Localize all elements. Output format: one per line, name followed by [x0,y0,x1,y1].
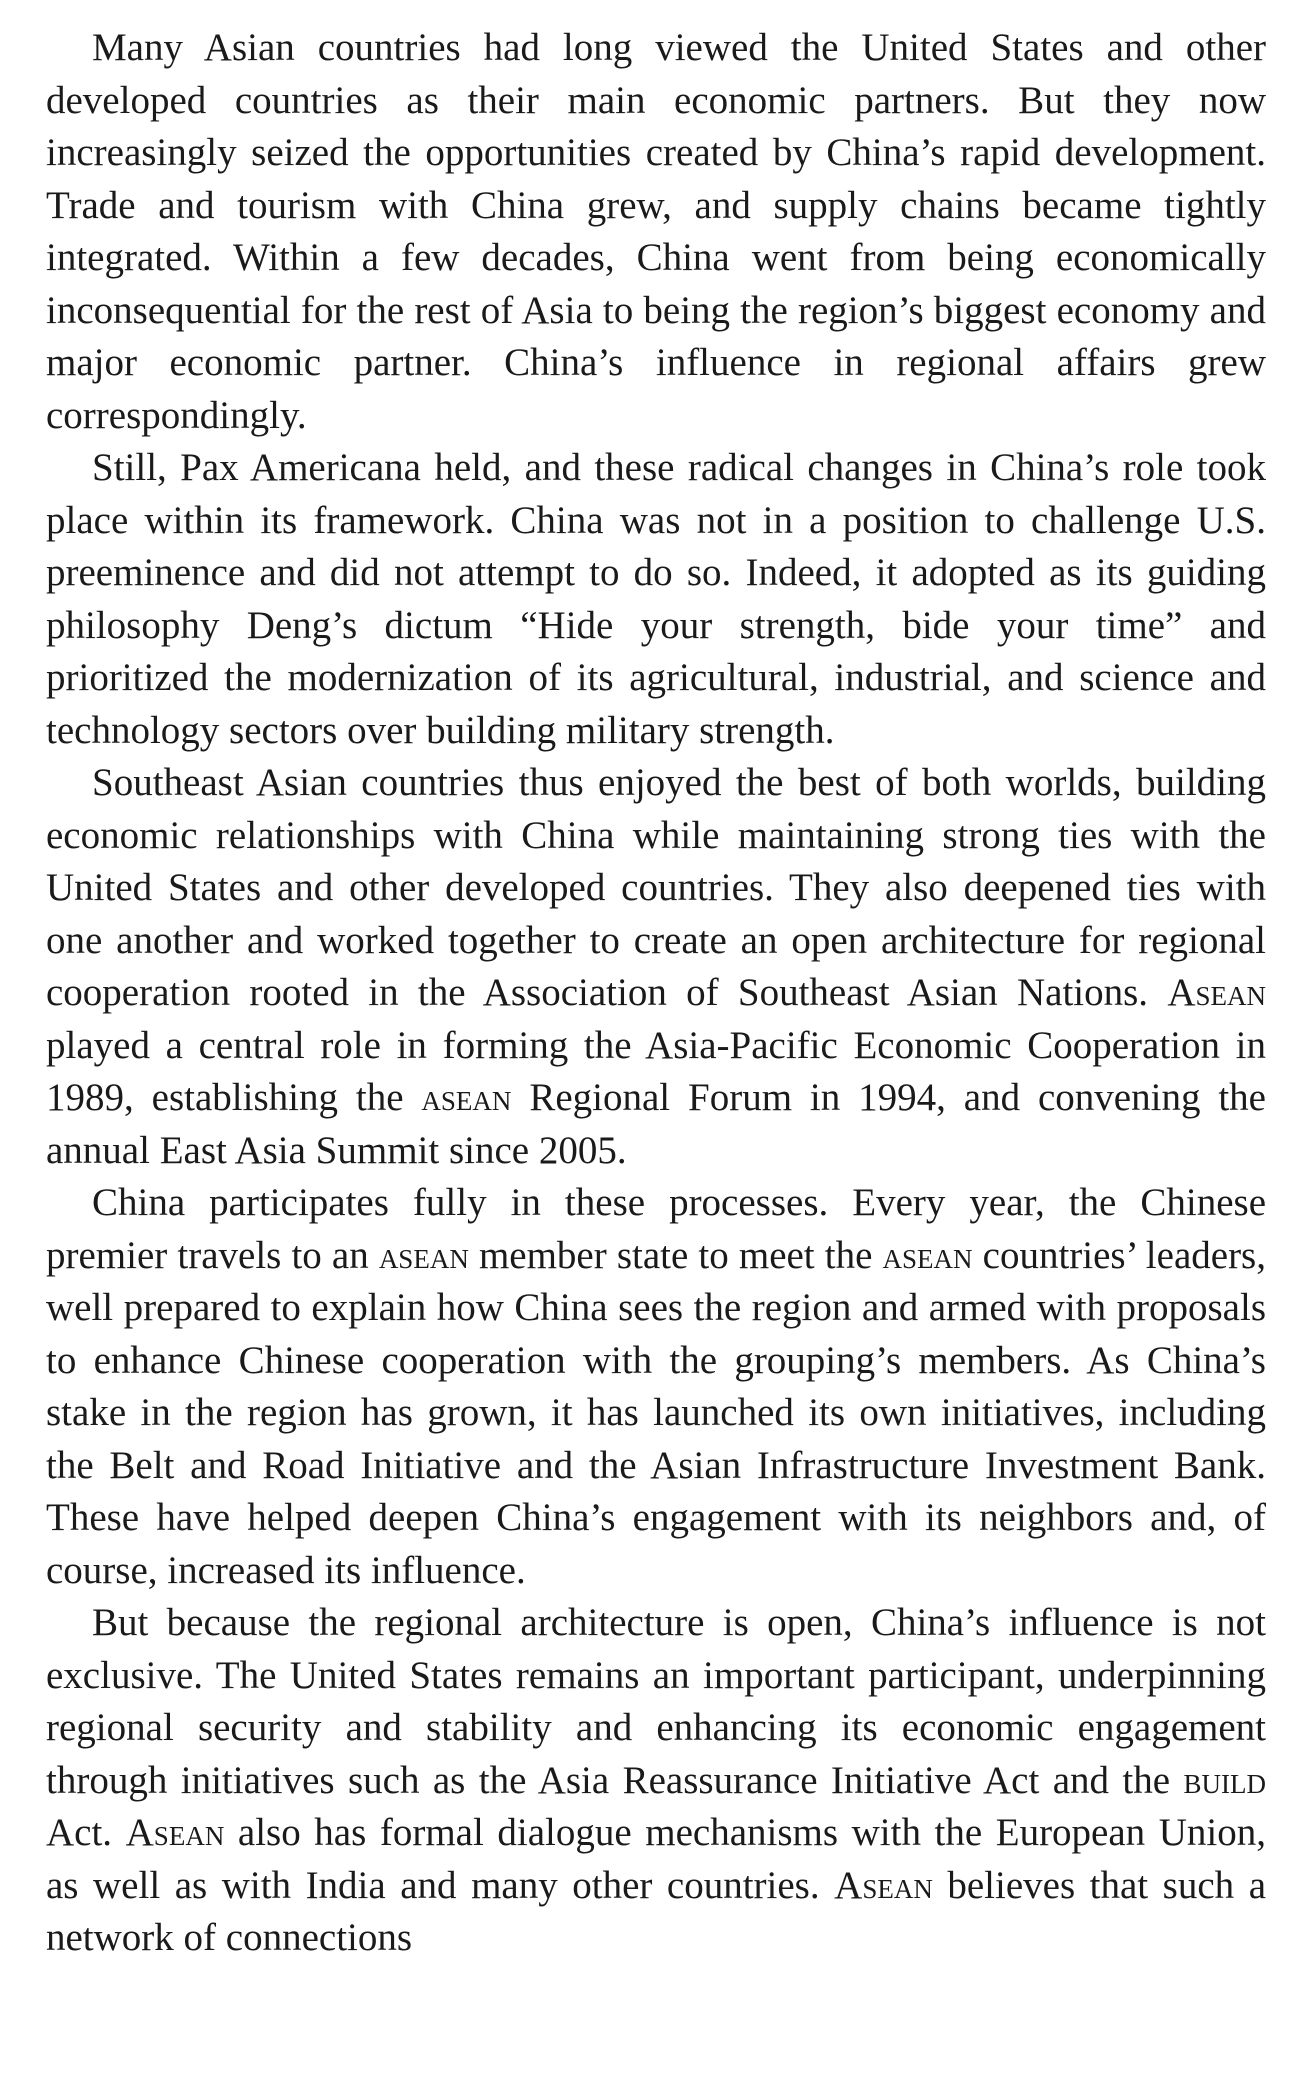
paragraph [46,442,1266,757]
small-caps-term: asean [882,1233,973,1277]
text-run: member state to meet the [468,1233,883,1277]
body-text [46,22,1266,1965]
text-run: China participates fully in these processes. Every year, the Chinese premier travels to an [46,1181,1266,1277]
paragraph [46,22,1266,442]
paragraph [46,1177,1266,1597]
small-caps-term: asean [421,1076,512,1119]
text-run: But because the regional architecture is open, China’s influence is not exclusive. The United States remains an important participant, underpinning regional security and stability and enhancing its economic engagement through initiatives such as the Asia Reassurance Initiative Act and the [46,1601,1266,1802]
small-caps-term: build [1183,1758,1266,1802]
text-run: Regional Forum in 1994, and convening the annual East Asia Summit since 2005. [46,1076,1266,1172]
text-run: Many Asian countries had long viewed the United States and other developed countries as their main economic partners. But they now increasingly seized the opportunities created by China’s rapid development. Trade and tourism with China grew, and supply chains became tightly integrated. Within a few decades, China went from being economically inconsequential for the rest of Asia to being the region’s biggest economy and major economic partner. China’s influence in regional affairs grew correspondingly. [46,26,1266,437]
paragraph [46,757,1266,1177]
book-page [46,22,1266,1965]
text-run: countries’ leaders, well prepared to explain how China sees the region and armed with proposals to enhance Chinese cooperation with the grouping’s members. As China’s stake in the region has grown, it has launched its own initiatives, including the Belt and Road Initiative and the Asian Infrastructure Investment Bank. These have helped deepen China’s engagement with its neighbors and, of course, increased its influence. [46,1233,1266,1592]
small-caps-term: Asean [125,1811,225,1854]
paragraph [46,1597,1266,1965]
text-run: also has formal dialogue mechanisms with the European Union, as well as with India and many other countries. [46,1811,1266,1907]
text-run: played a central role in forming the Asia-Pacific Economic Cooperation in 1989, establishing the [46,1023,1266,1119]
small-caps-term: asean [378,1233,469,1277]
text-run: believes that such a network of connections [46,1863,1267,1959]
small-caps-term: Asean [834,1863,933,1907]
text-run: Southeast Asian countries thus enjoyed the best of both worlds, building economic relationships with China while maintaining strong ties with the United States and other developed countries. They also deepened ties with one another and worked together to create an open architecture for regional cooperation rooted in the Association of Southeast Asian Nations. [46,761,1266,1014]
text-run: Still, Pax Americana held, and these radical changes in China’s role took place within its framework. China was not in a position to challenge U.S. preeminence and did not attempt to do so. Indeed, it adopted as its guiding philosophy Deng’s dictum “Hide your strength, bide your time” and prioritized the modernization of its agricultural, industrial, and science and technology sectors over building military strength. [46,446,1266,752]
text-run: Act. [46,1811,126,1854]
small-caps-term: Asean [1167,971,1266,1014]
